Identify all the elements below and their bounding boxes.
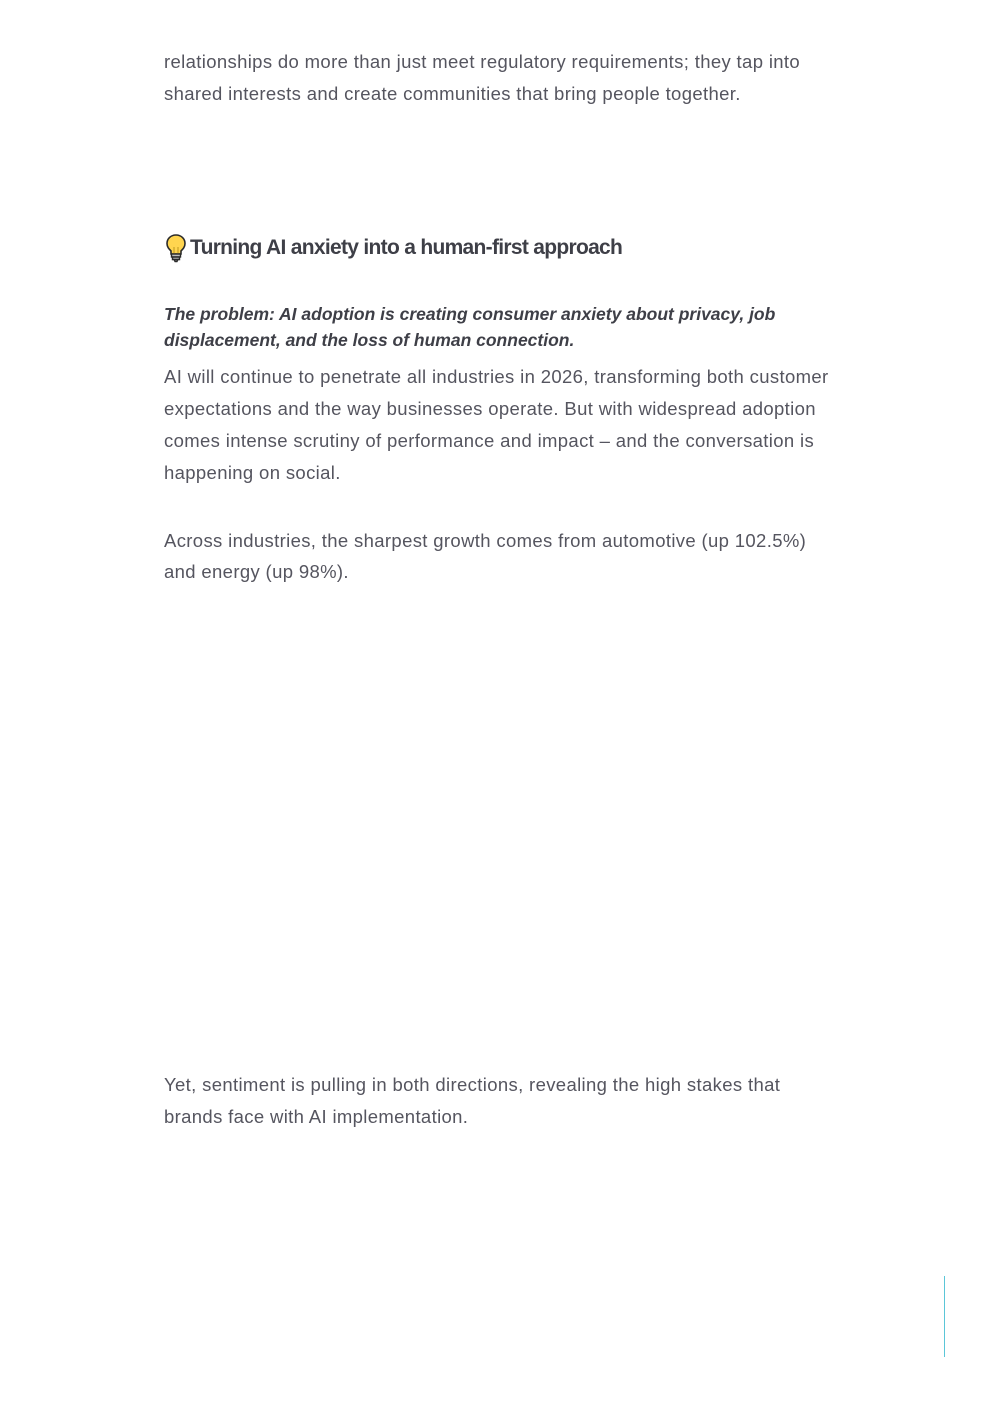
page-edge-rule — [944, 1276, 945, 1357]
section-heading-text: Turning AI anxiety into a human-first approach — [190, 236, 623, 259]
lightbulb-icon — [164, 233, 188, 263]
body-paragraph-1: AI will continue to penetrate all industries in 2026, transforming both customer expectations and the way businesses operate. But with widespread adoption comes intense scrutiny of performance and impact – and the conversation is happening on social. — [164, 366, 829, 483]
body-paragraph-2: Across industries, the sharpest growth comes from automotive (up 102.5%) and energy (up 98%). — [164, 530, 807, 582]
body-paragraph-3: Yet, sentiment is pulling in both directions, revealing the high stakes that brands face with AI implementation. — [164, 1074, 781, 1127]
problem-statement: The problem: AI adoption is creating consumer anxiety about privacy, job displacement, and the loss of human connection. — [164, 304, 776, 350]
section-heading — [164, 232, 622, 264]
intro-paragraph: relationships do more than just meet regulatory requirements; they tap into shared interests and create communities that bring people together. — [164, 51, 801, 104]
